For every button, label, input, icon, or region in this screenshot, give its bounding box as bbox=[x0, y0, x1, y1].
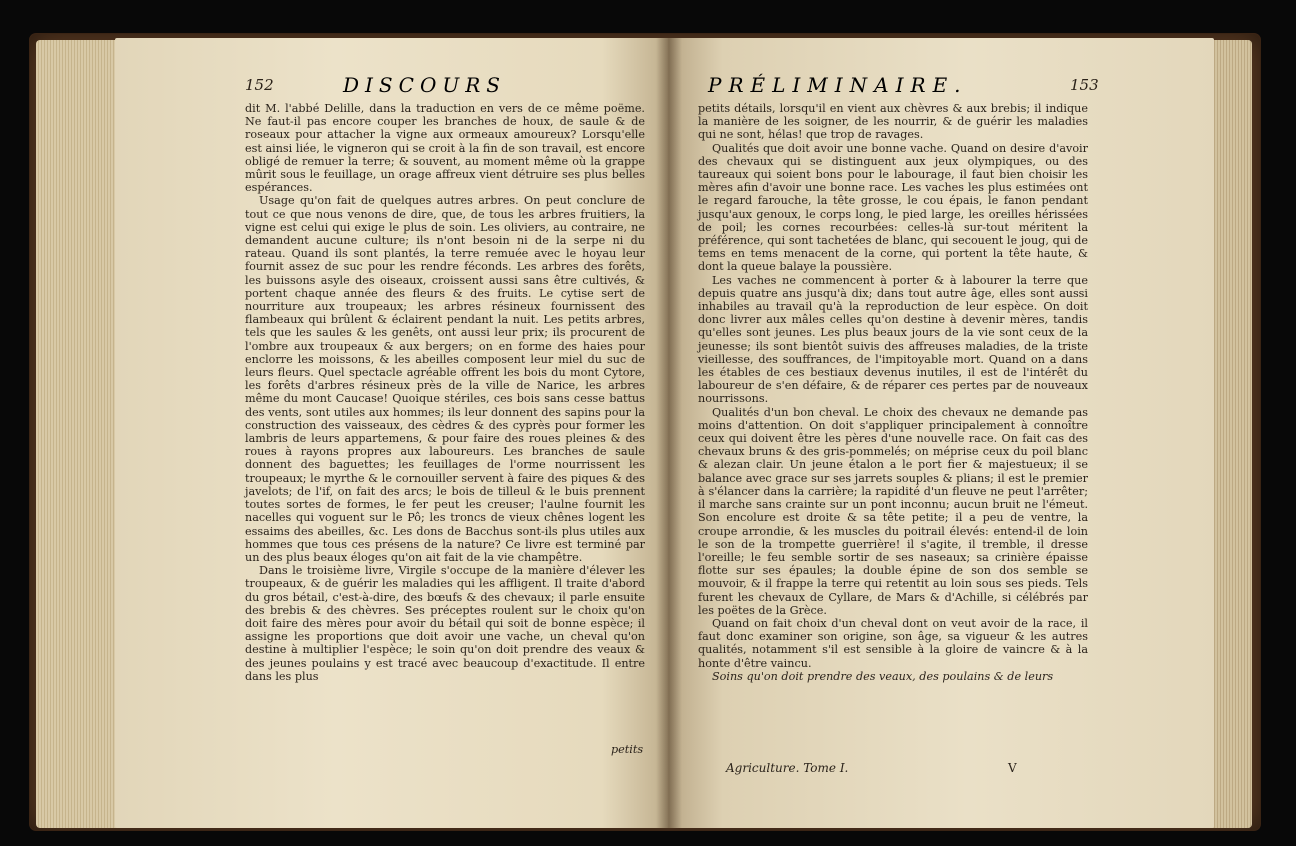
left-page-number: 152 bbox=[245, 76, 274, 94]
right-signature-mark: V bbox=[1008, 761, 1017, 775]
left-running-title: DISCOURS bbox=[343, 73, 506, 97]
left-paragraph-3: Dans le troisième livre, Virgile s'occupe de la manière d'élever les troupeaux, & de guérir les maladies qui les affligent. Il traite d'abord du gros bétail, c'est-à-dire, des bœufs & des chevaux; il parle ensuite des brebis & des chèvres. Ses préceptes roulent sur le choix qu'on doit faire des mères pour avoir du bétail qui soit de bonne espèce; il assigne les proportions que doit avoir une vache, un cheval qu'on destine à multiplier l'espèce; le soin qu'on doit prendre des veaux & des jeunes poulains y est tracé avec beaucoup d'exactitude. Il entre dans les plus bbox=[245, 564, 645, 683]
right-paragraph-4: Qualités d'un bon cheval. Le choix des chevaux ne demande pas moins d'attention. On doit s'appliquer principalement à connoître ceux qui doivent être les pères d'une nouvelle race. On fait cas des chevaux bruns & des gris-pommelés; on méprise ceux du poil blanc & alezan clair. Un jeune étalon a le port fier & majestueux; il se balance avec grace sur ses jarrets souples & plians; il est le premier à s'élancer dans la carrière; la rapidité d'un fleuve ne peut l'arrêter; il marche sans crainte sur un pont inconnu; aucun bruit ne l'émeut. Son encolure est droite & sa tête petite; il a peu de ventre, la croupe arrondie, & les muscles du poitrail élevés: entend-il de loin le son de la trompette guerrière! il s'agite, il tremble, il dresse l'oreille; le feu semble sortir de ses naseaux; sa crinière épaisse flotte sur ses épaules; la double épine de son dos semble se mouvoir, & il frappe la terre qui retentit au loin sous ses pieds. Tels furent les chevaux de Cyllare, de Mars & d'Achille, si célébrés par les poëtes de la Grèce. bbox=[698, 405, 1088, 617]
right-paragraph-3: Les vaches ne commencent à porter & à labourer la terre que depuis quatre ans jusqu'à dix; dans tout autre âge, elles sont aussi inhabiles au travail qu'à la reproduction de leur espèce. On doit donc livrer aux mâles celles qu'on destine à devenir mères, tandis qu'elles sont jeunes. Les plus beaux jours de la vie sont ceux de la jeunesse; ils sont bientôt suivis des affreuses maladies, de la triste vieillesse, des souffrances, de l'impitoyable mort. Quand on a dans les étables de ces bestiaux devenus inutiles, il est de l'intérêt du laboureur de s'en défaire, & de réparer ces pertes par de nouveaux nourrissons. bbox=[698, 273, 1088, 406]
right-page-edges bbox=[1212, 40, 1252, 828]
right-paragraph-2: Qualités que doit avoir une bonne vache. Quand on desire d'avoir des chevaux qui se distinguent aux jeux olympiques, ou des taureaux qui soient bons pour le labourage, il faut bien choisir les mères afin d'avoir une bonne race. Les vaches les plus estimées ont le regard farouche, la tête grosse, le cou épais, le fanon pendant jusqu'aux genoux, le corps long, le pied large, les oreilles hérissées de poil; les cornes recourbées: celles-là sur-tout méritent la préférence, qui sont tachetées de blanc, qui secouent le joug, qui de tems en tems menacent de la corne, qui portent la tête haute, & dont la queue balaye la poussière. bbox=[698, 141, 1088, 274]
left-page-edges bbox=[36, 40, 118, 828]
right-page bbox=[668, 38, 1214, 828]
right-body-text bbox=[698, 102, 1088, 683]
left-catchword: petits bbox=[611, 743, 644, 756]
right-footer-title: Agriculture. Tome I. bbox=[726, 761, 849, 775]
left-body-text bbox=[245, 102, 645, 683]
right-paragraph-1: petits détails, lorsqu'il en vient aux chèvres & aux brebis; il indique la manière de les soigner, de les nourrir, & de guérir les maladies qui ne sont, hélas! que trop de ravages. bbox=[698, 102, 1088, 142]
left-page bbox=[115, 38, 668, 828]
left-paragraph-1: dit M. l'abbé Delille, dans la traduction en vers de ce même poëme. Ne faut-il pas encore couper les branches de houx, de saule & de roseaux pour attacher la vigne aux ormeaux amoureux? Lorsqu'elle est ainsi liée, le vigneron qui se croit à la fin de son travail, est encore obligé de remuer la terre; & souvent, au moment même où la grappe mûrit sous le feuillage, un orage affreux vient détruire ses plus belles espérances. bbox=[245, 102, 645, 195]
right-paragraph-6: Soins qu'on doit prendre des veaux, des poulains & de leurs bbox=[712, 669, 1054, 683]
right-page-number: 153 bbox=[1070, 76, 1099, 94]
right-paragraph-5: Quand on fait choix d'un cheval dont on veut avoir de la race, il faut donc examiner son origine, son âge, sa vigueur & les autres qualités, notamment s'il est sensible à la gloire de vaincre & à la honte d'être vaincu. bbox=[698, 616, 1088, 670]
right-running-title: PRÉLIMINAIRE. bbox=[708, 73, 968, 97]
left-paragraph-2: Usage qu'on fait de quelques autres arbres. On peut conclure de tout ce que nous venons de dire, que, de tous les arbres fruitiers, la vigne est celui qui exige le plus de soin. Les oliviers, au contraire, ne demandent aucune culture; ils n'ont besoin ni de la serpe ni du rateau. Quand ils sont plantés, la terre remuée avec le hoyau leur fournit assez de suc pour les rendre féconds. Les arbres des forêts, les buissons asyle des oiseaux, croissent aussi sans être cultivés, & portent chaque année des fleurs & des fruits. Le cytise sert de nourriture aux troupeaux; les arbres résineux fournissent des flambeaux qui brûlent & éclairent pendant la nuit. Les petits arbres, tels que les saules & les genêts, ont aussi leur prix; ils procurent de l'ombre aux troupeaux & aux bergers; on en forme des haies pour enclorre les moissons, & les abeilles composent leur miel du suc de leurs fleurs. Quel spectacle agréable offrent les bois du mont Cytore, les forêts d'arbres résineux près de la ville de Narice, les arbres même du mont Caucase! Quoique stériles, ces bois sans cesse battus des vents, sont utiles aux hommes; ils leur donnent des sapins pour la construction des vaisseaux, des cèdres & des cyprès pour former les lambris de leurs appartemens, & pour faire des roues pleines & des roues à rayons propres aux laboureurs. Les branches de saule donnent des baguettes; les feuillages de l'orme nourrissent les troupeaux; le myrthe & le cornouiller servent à faire des piques & des javelots; de l'if, on fait des arcs; le bois de tilleul & le buis prennent toutes sortes de formes, le fer peut les creuser; l'aulne fournit les nacelles qui voguent sur le Pô; les troncs de vieux chênes logent les essaims des abeilles, &c. Les dons de Bacchus sont-ils plus utiles aux hommes que tous ces présens de la nature? Ce livre est terminé par un des plus beaux éloges qu'on ait fait de la vie champêtre. bbox=[245, 194, 645, 564]
book-gutter bbox=[656, 38, 682, 828]
